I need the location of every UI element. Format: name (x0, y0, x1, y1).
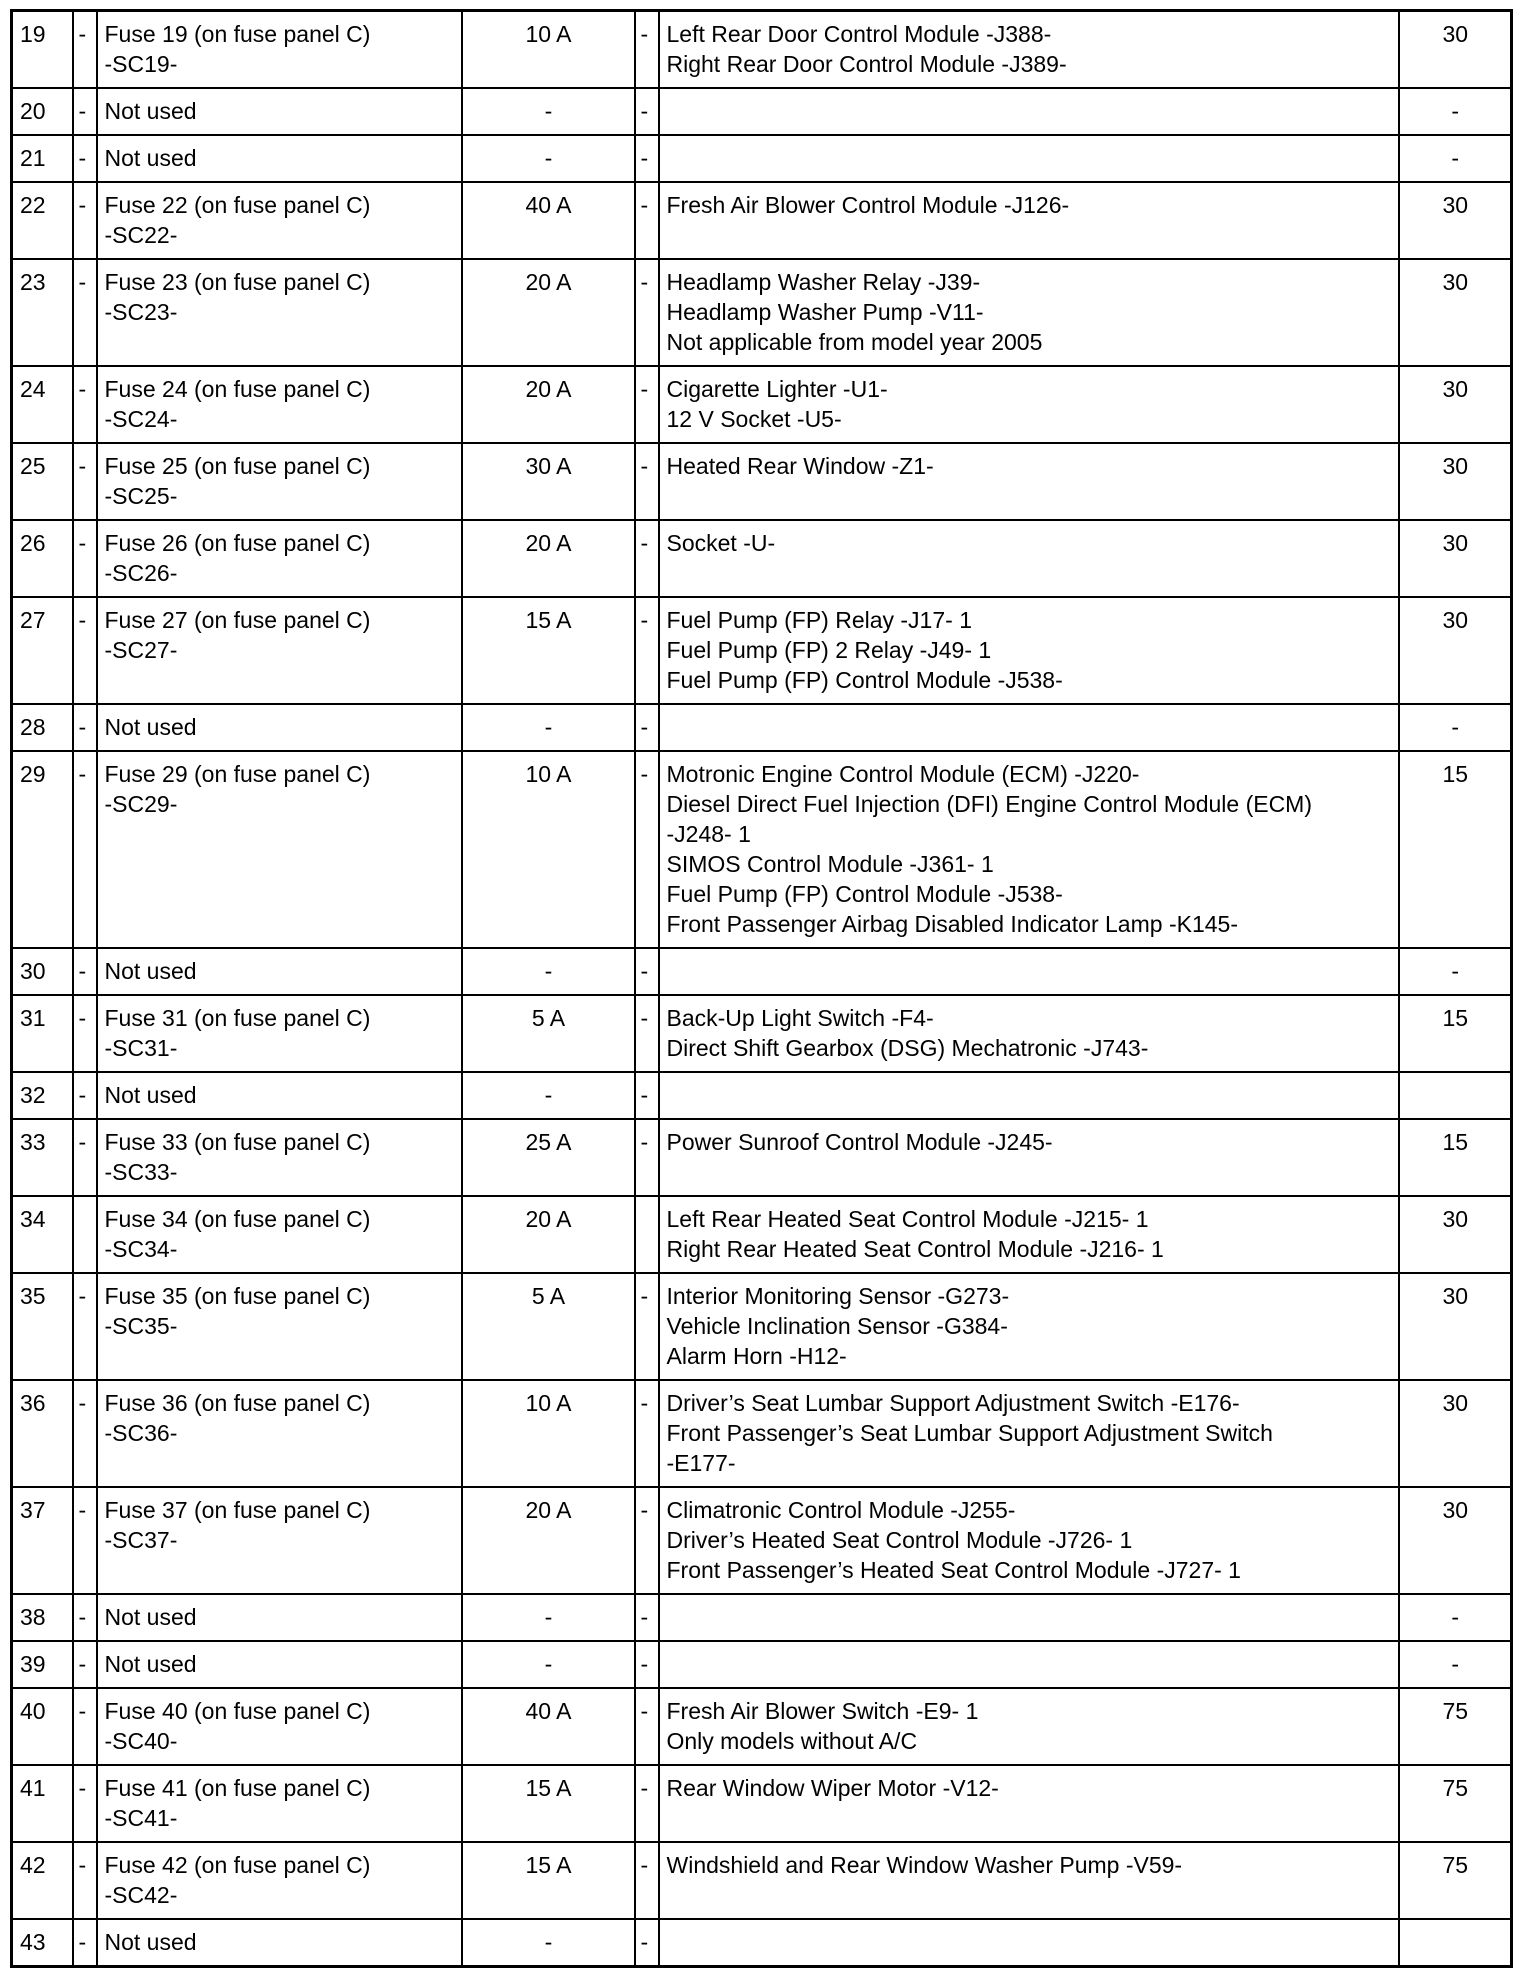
fuse-number: 31 (12, 995, 73, 1072)
fuse-designation (97, 1119, 462, 1196)
protected-components (659, 1641, 1399, 1688)
protected-components (659, 1487, 1399, 1594)
protected-components-line: Fresh Air Blower Switch -E9- 1 (666, 1698, 979, 1724)
fuse-designation-line: Fuse 31 (on fuse panel C) (104, 1005, 371, 1031)
fuse-number: 25 (12, 443, 73, 520)
separator-dash: - (635, 182, 659, 259)
separator-dash: - (73, 704, 97, 751)
fuse-designation (97, 259, 462, 366)
protected-components-line: Direct Shift Gearbox (DSG) Mechatronic -J743- (666, 1035, 1149, 1061)
protected-components-line: Fuel Pump (FP) 2 Relay -J49- 1 (666, 637, 992, 663)
terminal-number (1399, 1919, 1512, 1967)
fuse-designation (97, 948, 462, 995)
fuse-designation-line: -SC31- (104, 1035, 178, 1061)
separator-dash: - (635, 366, 659, 443)
fuse-designation (97, 1641, 462, 1688)
protected-components-line: Alarm Horn -H12- (666, 1343, 847, 1369)
fuse-designation-line: Not used (104, 1082, 197, 1108)
separator-dash: - (635, 1072, 659, 1119)
separator-dash: - (635, 1919, 659, 1967)
fuse-number: 34 (12, 1196, 73, 1273)
table-row (12, 259, 1512, 366)
fuse-number: 38 (12, 1594, 73, 1641)
fuse-designation-line: -SC42- (104, 1882, 178, 1908)
fuse-rating: 20 A (462, 259, 635, 366)
separator-dash: - (73, 88, 97, 135)
fuse-number: 36 (12, 1380, 73, 1487)
protected-components-line: Back-Up Light Switch -F4- (666, 1005, 934, 1031)
protected-components-line: Not applicable from model year 2005 (666, 329, 1043, 355)
separator-dash: - (73, 1380, 97, 1487)
fuse-designation-line: -SC26- (104, 560, 178, 586)
table-row (12, 1765, 1512, 1842)
protected-components-line: Right Rear Door Control Module -J389- (666, 51, 1067, 77)
separator-dash: - (635, 1594, 659, 1641)
separator-dash: - (73, 751, 97, 948)
terminal-number: 30 (1399, 1380, 1512, 1487)
protected-components-line: Left Rear Heated Seat Control Module -J215- 1 (666, 1206, 1149, 1232)
separator-dash: - (73, 597, 97, 704)
fuse-designation-line: Fuse 27 (on fuse panel C) (104, 607, 371, 633)
table-row (12, 995, 1512, 1072)
separator-dash: - (73, 1765, 97, 1842)
fuse-designation (97, 1919, 462, 1967)
separator-dash: - (635, 1765, 659, 1842)
fuse-designation-line: Fuse 22 (on fuse panel C) (104, 192, 371, 218)
fuse-designation (97, 1765, 462, 1842)
fuse-designation-line: Fuse 36 (on fuse panel C) (104, 1390, 371, 1416)
fuse-rating: 20 A (462, 1196, 635, 1273)
separator-dash: - (73, 1919, 97, 1967)
protected-components (659, 1196, 1399, 1273)
fuse-rating: - (462, 704, 635, 751)
protected-components (659, 182, 1399, 259)
separator-dash: - (635, 11, 659, 89)
separator-dash: - (73, 1487, 97, 1594)
separator-dash: - (635, 1119, 659, 1196)
separator-dash: - (73, 366, 97, 443)
separator-dash (635, 1196, 659, 1273)
table-row (12, 366, 1512, 443)
protected-components (659, 366, 1399, 443)
terminal-number: 30 (1399, 1487, 1512, 1594)
table-row (12, 520, 1512, 597)
fuse-designation-line: -SC22- (104, 222, 178, 248)
protected-components-line: Front Passenger’s Heated Seat Control Module -J727- 1 (666, 1557, 1241, 1583)
separator-dash: - (635, 751, 659, 948)
fuse-number: 42 (12, 1842, 73, 1919)
terminal-number: 15 (1399, 751, 1512, 948)
fuse-designation-line: Fuse 42 (on fuse panel C) (104, 1852, 371, 1878)
terminal-number: - (1399, 948, 1512, 995)
protected-components-line: Driver’s Seat Lumbar Support Adjustment Switch -E176- (666, 1390, 1240, 1416)
protected-components (659, 1765, 1399, 1842)
fuse-rating: 20 A (462, 1487, 635, 1594)
protected-components-line: -J248- 1 (666, 821, 751, 847)
fuse-designation (97, 1072, 462, 1119)
fuse-designation (97, 1594, 462, 1641)
fuse-number: 39 (12, 1641, 73, 1688)
separator-dash: - (73, 1119, 97, 1196)
protected-components-line: Fresh Air Blower Control Module -J126- (666, 192, 1070, 218)
fuse-rating: - (462, 1641, 635, 1688)
table-row (12, 751, 1512, 948)
fuse-rating: 20 A (462, 366, 635, 443)
fuse-designation (97, 1842, 462, 1919)
separator-dash: - (73, 182, 97, 259)
protected-components (659, 948, 1399, 995)
fuse-designation (97, 1487, 462, 1594)
separator-dash: - (635, 597, 659, 704)
fuse-number: 35 (12, 1273, 73, 1380)
separator-dash: - (635, 1487, 659, 1594)
protected-components-line: Socket -U- (666, 530, 776, 556)
table-row (12, 1072, 1512, 1119)
protected-components (659, 259, 1399, 366)
fuse-designation-line: Not used (104, 1651, 197, 1677)
table-row (12, 948, 1512, 995)
protected-components-line: Fuel Pump (FP) Control Module -J538- (666, 881, 1063, 907)
fuse-designation-line: Not used (104, 98, 197, 124)
terminal-number: 15 (1399, 1119, 1512, 1196)
protected-components (659, 1688, 1399, 1765)
fuse-designation-line: -SC37- (104, 1527, 178, 1553)
separator-dash: - (635, 1641, 659, 1688)
separator-dash: - (73, 1273, 97, 1380)
terminal-number: - (1399, 704, 1512, 751)
fuse-table-body (12, 11, 1512, 1967)
fuse-number: 24 (12, 366, 73, 443)
fuse-designation-line: -SC24- (104, 406, 178, 432)
fuse-designation-line: Fuse 25 (on fuse panel C) (104, 453, 371, 479)
separator-dash: - (635, 1688, 659, 1765)
protected-components-line: Windshield and Rear Window Washer Pump -V59- (666, 1852, 1183, 1878)
table-row (12, 135, 1512, 182)
fuse-designation-line: -SC36- (104, 1420, 178, 1446)
separator-dash: - (73, 11, 97, 89)
protected-components (659, 443, 1399, 520)
fuse-rating: 30 A (462, 443, 635, 520)
fuse-number: 28 (12, 704, 73, 751)
terminal-number: 30 (1399, 11, 1512, 89)
protected-components-line: Headlamp Washer Relay -J39- (666, 269, 981, 295)
fuse-rating: - (462, 1594, 635, 1641)
terminal-number: - (1399, 88, 1512, 135)
fuse-designation (97, 1196, 462, 1273)
fuse-designation (97, 135, 462, 182)
fuse-designation-line: -SC33- (104, 1159, 178, 1185)
fuse-number: 40 (12, 1688, 73, 1765)
fuse-number: 32 (12, 1072, 73, 1119)
separator-dash: - (73, 948, 97, 995)
fuse-designation (97, 597, 462, 704)
fuse-table (10, 9, 1513, 1968)
fuse-rating: - (462, 135, 635, 182)
fuse-rating: 10 A (462, 11, 635, 89)
protected-components-line: Rear Window Wiper Motor -V12- (666, 1775, 999, 1801)
terminal-number: - (1399, 1641, 1512, 1688)
fuse-designation (97, 366, 462, 443)
fuse-number: 21 (12, 135, 73, 182)
separator-dash: - (73, 520, 97, 597)
protected-components (659, 11, 1399, 89)
fuse-designation-line: -SC25- (104, 483, 178, 509)
fuse-designation-line: -SC41- (104, 1805, 178, 1831)
table-row (12, 1380, 1512, 1487)
protected-components-line: Diesel Direct Fuel Injection (DFI) Engine Control Module (ECM) (666, 791, 1312, 817)
protected-components-line: -E177- (666, 1450, 736, 1476)
table-row (12, 182, 1512, 259)
terminal-number: 30 (1399, 366, 1512, 443)
fuse-designation-line: Fuse 40 (on fuse panel C) (104, 1698, 371, 1724)
protected-components-line: Driver’s Heated Seat Control Module -J726- 1 (666, 1527, 1133, 1553)
separator-dash: - (635, 1380, 659, 1487)
protected-components (659, 751, 1399, 948)
terminal-number: - (1399, 135, 1512, 182)
protected-components-line: Fuel Pump (FP) Control Module -J538- (666, 667, 1063, 693)
fuse-number: 26 (12, 520, 73, 597)
protected-components-line: Right Rear Heated Seat Control Module -J216- 1 (666, 1236, 1164, 1262)
protected-components-line: Front Passenger’s Seat Lumbar Support Adjustment Switch (666, 1420, 1273, 1446)
protected-components (659, 520, 1399, 597)
table-row (12, 1196, 1512, 1273)
table-row (12, 443, 1512, 520)
fuse-rating: - (462, 88, 635, 135)
fuse-designation-line: -SC34- (104, 1236, 178, 1262)
protected-components-line: Fuel Pump (FP) Relay -J17- 1 (666, 607, 972, 633)
separator-dash: - (73, 1641, 97, 1688)
fuse-rating: 5 A (462, 1273, 635, 1380)
fuse-designation-line: Fuse 26 (on fuse panel C) (104, 530, 371, 556)
fuse-number: 41 (12, 1765, 73, 1842)
table-row (12, 1919, 1512, 1967)
fuse-designation (97, 443, 462, 520)
separator-dash: - (635, 948, 659, 995)
protected-components-line: 12 V Socket -U5- (666, 406, 842, 432)
fuse-rating: 40 A (462, 182, 635, 259)
separator-dash: - (73, 1688, 97, 1765)
fuse-designation-line: -SC29- (104, 791, 178, 817)
fuse-rating: - (462, 1919, 635, 1967)
terminal-number: 15 (1399, 995, 1512, 1072)
table-row (12, 11, 1512, 89)
protected-components (659, 1119, 1399, 1196)
fuse-designation-line: Not used (104, 958, 197, 984)
terminal-number: 75 (1399, 1842, 1512, 1919)
protected-components-line: Motronic Engine Control Module (ECM) -J220- (666, 761, 1140, 787)
fuse-designation-line: -SC27- (104, 637, 178, 663)
fuse-designation-line: Fuse 33 (on fuse panel C) (104, 1129, 371, 1155)
separator-dash: - (635, 88, 659, 135)
fuse-number: 19 (12, 11, 73, 89)
table-row (12, 1594, 1512, 1641)
fuse-number: 22 (12, 182, 73, 259)
protected-components-line: Heated Rear Window -Z1- (666, 453, 934, 479)
fuse-designation (97, 995, 462, 1072)
fuse-designation (97, 11, 462, 89)
fuse-rating: 15 A (462, 1842, 635, 1919)
separator-dash: - (73, 443, 97, 520)
fuse-designation-line: Fuse 34 (on fuse panel C) (104, 1206, 371, 1232)
protected-components-line: Only models without A/C (666, 1728, 918, 1754)
table-row (12, 1119, 1512, 1196)
terminal-number: 30 (1399, 182, 1512, 259)
protected-components-line: Front Passenger Airbag Disabled Indicator Lamp -K145- (666, 911, 1238, 937)
fuse-designation-line: Fuse 29 (on fuse panel C) (104, 761, 371, 787)
fuse-rating: 25 A (462, 1119, 635, 1196)
fuse-designation-line: Fuse 24 (on fuse panel C) (104, 376, 371, 402)
fuse-designation (97, 1688, 462, 1765)
fuse-number: 30 (12, 948, 73, 995)
protected-components-line: Power Sunroof Control Module -J245- (666, 1129, 1053, 1155)
table-row (12, 1487, 1512, 1594)
fuse-designation-line: Not used (104, 145, 197, 171)
fuse-designation (97, 751, 462, 948)
separator-dash: - (635, 995, 659, 1072)
fuse-number: 37 (12, 1487, 73, 1594)
protected-components (659, 1594, 1399, 1641)
fuse-designation (97, 704, 462, 751)
table-row (12, 1688, 1512, 1765)
table-row (12, 1842, 1512, 1919)
fuse-designation-line: -SC40- (104, 1728, 178, 1754)
terminal-number: 75 (1399, 1688, 1512, 1765)
terminal-number: 30 (1399, 520, 1512, 597)
fuse-rating: 10 A (462, 1380, 635, 1487)
protected-components (659, 704, 1399, 751)
separator-dash: - (635, 1273, 659, 1380)
fuse-number: 29 (12, 751, 73, 948)
fuse-designation-line: Fuse 37 (on fuse panel C) (104, 1497, 371, 1523)
fuse-designation-line: Not used (104, 1929, 197, 1955)
terminal-number (1399, 1072, 1512, 1119)
separator-dash: - (635, 259, 659, 366)
protected-components (659, 88, 1399, 135)
separator-dash: - (73, 1842, 97, 1919)
protected-components-line: Interior Monitoring Sensor -G273- (666, 1283, 1010, 1309)
fuse-number: 27 (12, 597, 73, 704)
protected-components (659, 1842, 1399, 1919)
protected-components-line: SIMOS Control Module -J361- 1 (666, 851, 994, 877)
separator-dash: - (73, 1594, 97, 1641)
fuse-number: 23 (12, 259, 73, 366)
fuse-designation (97, 1380, 462, 1487)
protected-components-line: Cigarette Lighter -U1- (666, 376, 888, 402)
separator-dash: - (73, 1072, 97, 1119)
table-row (12, 597, 1512, 704)
protected-components (659, 1380, 1399, 1487)
fuse-designation-line: Fuse 35 (on fuse panel C) (104, 1283, 371, 1309)
fuse-designation (97, 182, 462, 259)
separator-dash: - (73, 995, 97, 1072)
fuse-designation-line: Fuse 23 (on fuse panel C) (104, 269, 371, 295)
fuse-designation-line: Not used (104, 1604, 197, 1630)
terminal-number: 30 (1399, 443, 1512, 520)
terminal-number: 30 (1399, 597, 1512, 704)
fuse-designation-line: -SC23- (104, 299, 178, 325)
protected-components-line: Vehicle Inclination Sensor -G384- (666, 1313, 1008, 1339)
fuse-rating: 10 A (462, 751, 635, 948)
fuse-number: 43 (12, 1919, 73, 1967)
fuse-designation (97, 520, 462, 597)
separator-dash: - (635, 135, 659, 182)
protected-components (659, 597, 1399, 704)
fuse-rating: 5 A (462, 995, 635, 1072)
fuse-rating: 40 A (462, 1688, 635, 1765)
fuse-rating: 20 A (462, 520, 635, 597)
protected-components-line: Left Rear Door Control Module -J388- (666, 21, 1052, 47)
protected-components (659, 995, 1399, 1072)
fuse-designation (97, 1273, 462, 1380)
fuse-designation-line: Fuse 19 (on fuse panel C) (104, 21, 371, 47)
terminal-number: 75 (1399, 1765, 1512, 1842)
fuse-designation-line: -SC19- (104, 51, 178, 77)
fuse-rating: - (462, 1072, 635, 1119)
fuse-designation-line: -SC35- (104, 1313, 178, 1339)
terminal-number: - (1399, 1594, 1512, 1641)
fuse-designation-line: Fuse 41 (on fuse panel C) (104, 1775, 371, 1801)
separator-dash: - (73, 135, 97, 182)
separator-dash (73, 1196, 97, 1273)
fuse-number: 33 (12, 1119, 73, 1196)
fuse-rating: - (462, 948, 635, 995)
separator-dash: - (73, 259, 97, 366)
separator-dash: - (635, 704, 659, 751)
fuse-rating: 15 A (462, 1765, 635, 1842)
separator-dash: - (635, 1842, 659, 1919)
terminal-number: 30 (1399, 1196, 1512, 1273)
fuse-rating: 15 A (462, 597, 635, 704)
protected-components (659, 1273, 1399, 1380)
fuse-number: 20 (12, 88, 73, 135)
table-row (12, 1641, 1512, 1688)
terminal-number: 30 (1399, 1273, 1512, 1380)
separator-dash: - (635, 443, 659, 520)
table-row (12, 1273, 1512, 1380)
table-row (12, 88, 1512, 135)
fuse-designation (97, 88, 462, 135)
fuse-designation-line: Not used (104, 714, 197, 740)
terminal-number: 30 (1399, 259, 1512, 366)
separator-dash: - (635, 520, 659, 597)
protected-components (659, 1919, 1399, 1967)
protected-components-line: Climatronic Control Module -J255- (666, 1497, 1016, 1523)
protected-components (659, 1072, 1399, 1119)
protected-components-line: Headlamp Washer Pump -V11- (666, 299, 984, 325)
protected-components (659, 135, 1399, 182)
table-row (12, 704, 1512, 751)
